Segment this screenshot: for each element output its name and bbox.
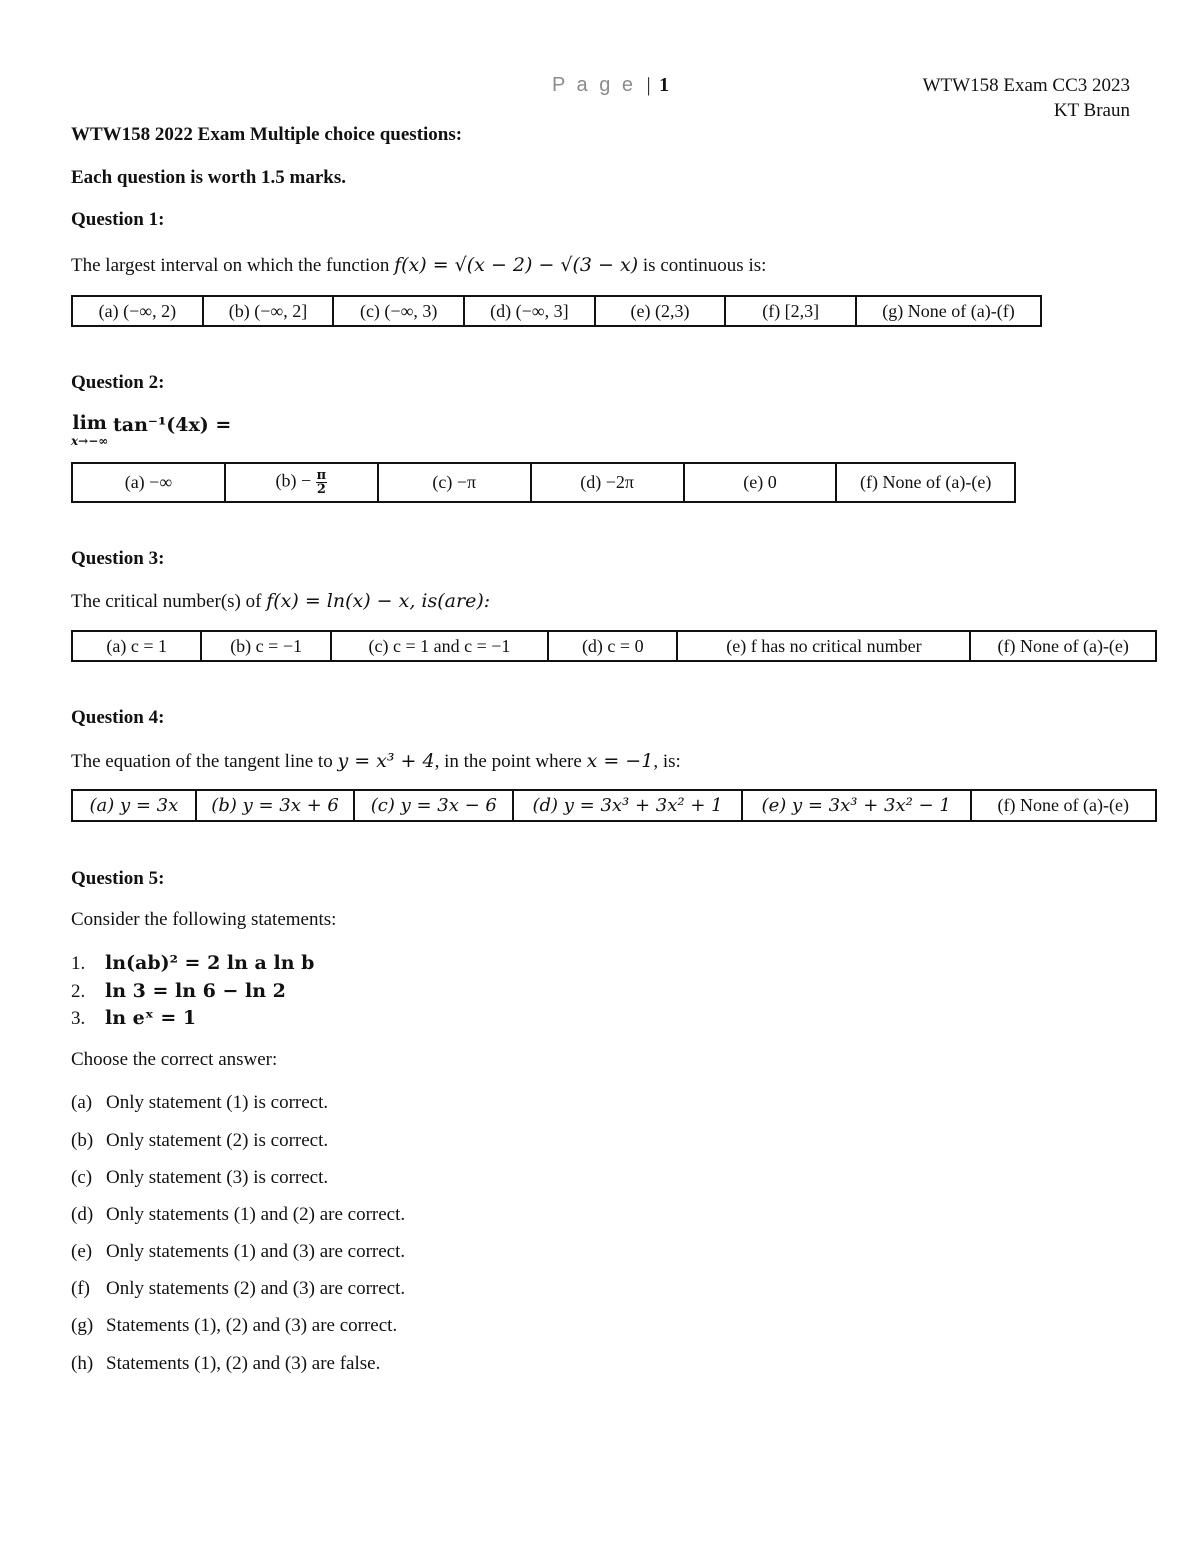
choice-text: Only statements (1) and (2) are correct. — [106, 1204, 406, 1225]
lim-word: lim — [72, 412, 107, 434]
page-number: 1 — [659, 74, 670, 96]
q5-choice-b[interactable] — [71, 1130, 328, 1152]
choice-letter: (b) — [71, 1130, 94, 1151]
q4-option-c[interactable]: (c) y = 3x − 6 — [354, 790, 513, 821]
statement-number: 2. — [71, 981, 86, 1002]
q1-option-f[interactable]: (f) [2,3] — [725, 296, 856, 326]
choice-text: Only statement (1) is correct. — [106, 1092, 329, 1113]
question-1-label: Question 1: — [71, 209, 165, 230]
question-3-prompt — [71, 590, 490, 613]
page-header — [552, 74, 669, 97]
choice-letter: (h) — [71, 1353, 94, 1374]
statement-number: 1. — [71, 953, 86, 974]
q1-option-d[interactable]: (d) (−∞, 3] — [464, 296, 595, 326]
choose-prompt: Choose the correct answer: — [71, 1049, 278, 1070]
q2-option-b-fraction — [316, 469, 328, 496]
lim-expr: tan⁻¹(4x) = — [113, 414, 232, 436]
question-4-options — [71, 789, 1157, 822]
course-info — [923, 73, 1130, 123]
q2-option-d[interactable]: (d) −2π — [531, 463, 684, 502]
question-5-intro: Consider the following statements: — [71, 909, 337, 930]
question-3-options — [71, 630, 1157, 662]
choice-letter: (g) — [71, 1315, 94, 1336]
q5-choice-h[interactable] — [71, 1353, 380, 1375]
q1-prompt-math: f(x) = √(x − 2) − √(3 − x) — [394, 254, 639, 276]
q3-prompt-before: The critical number(s) of — [71, 591, 267, 612]
q1-option-g[interactable]: (g) None of (a)-(f) — [856, 296, 1041, 326]
choice-text: Only statement (2) is correct. — [106, 1130, 329, 1151]
author: KT Braun — [1053, 100, 1130, 121]
q4-option-e[interactable]: (e) y = 3x³ + 3x² − 1 — [742, 790, 971, 821]
q3-option-c[interactable]: (c) c = 1 and c = −1 — [331, 631, 548, 661]
choice-text: Only statement (3) is correct. — [106, 1167, 329, 1188]
q5-choice-f[interactable] — [71, 1278, 405, 1300]
lim-subscript: x→−∞ — [71, 434, 109, 448]
statement-number: 3. — [71, 1008, 86, 1029]
page-word: P a g e — [552, 74, 637, 96]
q5-choice-g[interactable] — [71, 1315, 397, 1337]
q1-option-e[interactable]: (e) (2,3) — [595, 296, 726, 326]
q1-prompt-after: is continuous is: — [638, 255, 767, 276]
statement-2 — [71, 980, 286, 1003]
q3-option-e[interactable]: (e) f has no critical number — [677, 631, 970, 661]
q3-option-b[interactable]: (b) c = −1 — [201, 631, 330, 661]
question-4-prompt — [71, 750, 681, 773]
q4-option-b[interactable]: (b) y = 3x + 6 — [196, 790, 355, 821]
question-2-label: Question 2: — [71, 372, 165, 393]
q1-option-a[interactable]: (a) (−∞, 2) — [72, 296, 203, 326]
q2-option-f[interactable]: (f) None of (a)-(e) — [836, 463, 1015, 502]
q4-prompt-middle: , in the point where — [434, 751, 587, 772]
q3-option-a[interactable]: (a) c = 1 — [72, 631, 201, 661]
q2-option-a[interactable]: (a) −∞ — [72, 463, 225, 502]
q4-prompt-math-2: x = −1 — [586, 750, 654, 772]
q1-option-b[interactable]: (b) (−∞, 2] — [203, 296, 334, 326]
q2-option-c[interactable]: (c) −π — [378, 463, 531, 502]
q2-option-b[interactable] — [225, 463, 378, 502]
choice-letter: (e) — [71, 1241, 93, 1262]
question-5-label: Question 5: — [71, 868, 165, 889]
question-1-prompt — [71, 254, 766, 277]
choice-text: Statements (1), (2) and (3) are false. — [106, 1353, 381, 1374]
q5-choice-a[interactable] — [71, 1092, 328, 1114]
statement-text: ln eˣ = 1 — [105, 1007, 197, 1029]
q4-prompt-math-1: y = x³ + 4 — [337, 750, 435, 772]
choice-text: Only statements (1) and (3) are correct. — [106, 1241, 406, 1262]
statement-text: ln(ab)² = 2 ln a ln b — [105, 952, 315, 974]
q4-prompt-before: The equation of the tangent line to — [71, 751, 338, 772]
document-title: WTW158 2022 Exam Multiple choice questions: — [71, 124, 463, 145]
q1-prompt-before: The largest interval on which the function — [71, 255, 395, 276]
statement-1 — [71, 952, 314, 975]
question-4-label: Question 4: — [71, 707, 165, 728]
marks-note: Each question is worth 1.5 marks. — [71, 167, 346, 188]
choice-letter: (f) — [71, 1278, 90, 1299]
q4-prompt-after: , is: — [653, 751, 681, 772]
choice-text: Statements (1), (2) and (3) are correct. — [106, 1315, 398, 1336]
limit-expression — [71, 414, 108, 450]
choice-letter: (c) — [71, 1167, 93, 1188]
choice-letter: (d) — [71, 1204, 94, 1225]
statement-text: ln 3 = ln 6 − ln 2 — [105, 980, 286, 1002]
q5-choice-d[interactable] — [71, 1204, 405, 1226]
choice-letter: (a) — [71, 1092, 93, 1113]
page-separator: | — [646, 74, 651, 96]
question-3-label: Question 3: — [71, 548, 165, 569]
q5-choice-e[interactable] — [71, 1241, 405, 1263]
q5-choice-c[interactable] — [71, 1167, 328, 1189]
q3-option-f[interactable]: (f) None of (a)-(e) — [970, 631, 1156, 661]
q3-prompt-math: f(x) = ln(x) − x, is(are): — [266, 590, 491, 612]
q4-option-f[interactable]: (f) None of (a)-(e) — [971, 790, 1157, 821]
q3-option-d[interactable]: (d) c = 0 — [548, 631, 677, 661]
q1-option-c[interactable]: (c) (−∞, 3) — [333, 296, 464, 326]
q4-option-d[interactable]: (d) y = 3x³ + 3x² + 1 — [513, 790, 742, 821]
question-1-options — [71, 295, 1042, 327]
q2-option-b-label: (b) − — [275, 470, 312, 491]
choice-text: Only statements (2) and (3) are correct. — [106, 1278, 406, 1299]
frac-denominator: 2 — [316, 482, 326, 497]
course-line: WTW158 Exam CC3 2023 — [922, 75, 1130, 96]
statement-3 — [71, 1007, 196, 1030]
q4-option-a[interactable]: (a) y = 3x — [72, 790, 196, 821]
frac-numerator: π — [316, 468, 327, 483]
question-2-options — [71, 462, 1016, 503]
question-2-prompt — [71, 414, 231, 450]
q2-option-e[interactable]: (e) 0 — [684, 463, 837, 502]
